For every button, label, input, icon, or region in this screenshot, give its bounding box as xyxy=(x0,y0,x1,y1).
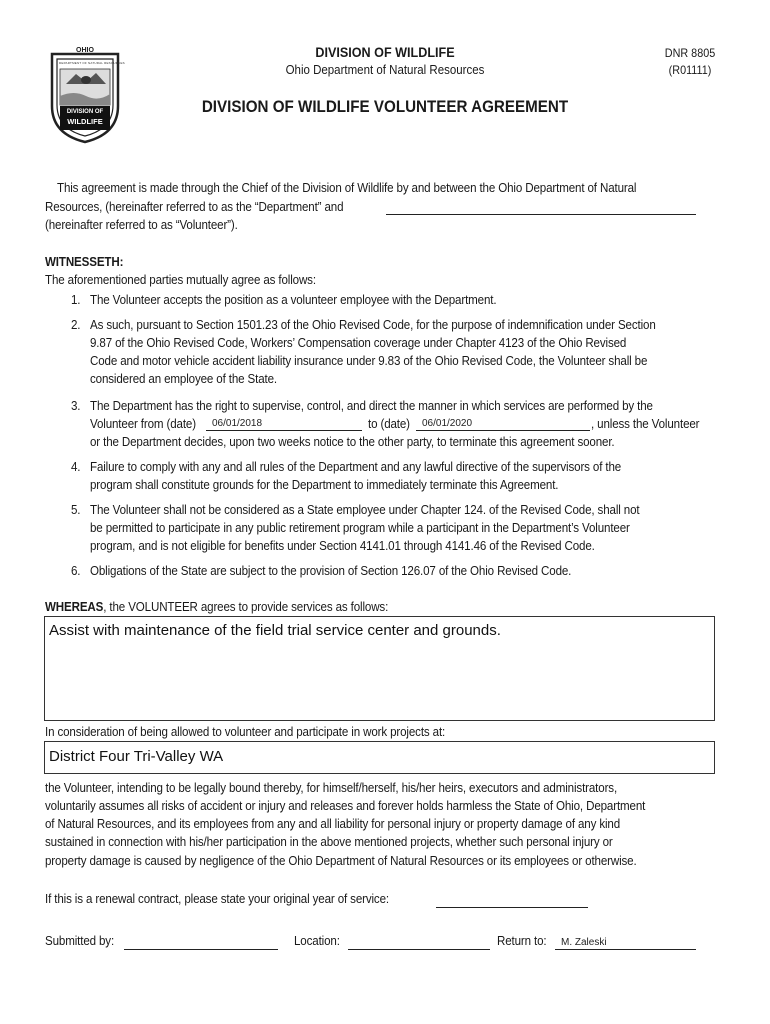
logo-top-text: OHIO xyxy=(76,47,94,54)
renewal-year-field[interactable] xyxy=(436,907,588,908)
location-label: Location: xyxy=(294,934,340,948)
whereas-line xyxy=(45,598,597,616)
services-value: Assist with maintenance of the field trial service center and grounds. xyxy=(49,622,501,639)
item-3-to-label: to (date) xyxy=(368,417,410,431)
item-5-line: be permitted to participate in any public retirement program while a participant in the Department’s Volunteer xyxy=(90,521,630,535)
return-to-value: M. Zaleski xyxy=(561,937,607,948)
logo-line2: WILDLIFE xyxy=(67,117,103,126)
release-line: voluntarily assumes all risks of accident or injury and releases and forever holds harmless the State of Ohio, Department xyxy=(45,799,646,813)
submitted-label: Submitted by: xyxy=(45,934,115,948)
form-revision: (R01111) xyxy=(668,63,712,77)
item-2-line: 9.87 of the Ohio Revised Code, Workers’ Compensation coverage under Chapter 4123 of the Ohio Revised xyxy=(90,336,627,350)
item-3-line: or the Department decides, upon two weeks notice to the other party, to terminate this agreement sooner. xyxy=(90,435,615,449)
item-2-line: Code and motor vehicle accident liability insurance under 9.83 of the Ohio Revised Code, the Volunteer shall be xyxy=(90,354,648,368)
page-title: DIVISION OF WILDLIFE VOLUNTEER AGREEMENT xyxy=(201,98,569,116)
release-line: of Natural Resources, and its employees from any and all liability for personal injury or property damage of any kind xyxy=(45,817,621,831)
witnesseth-heading: WITNESSETH: xyxy=(45,255,124,269)
location-value: District Four Tri-Valley WA xyxy=(49,748,224,765)
department-name: Ohio Department of Natural Resources xyxy=(285,63,485,77)
submitted-by-field[interactable] xyxy=(124,949,278,950)
date-to-value: 06/01/2020 xyxy=(422,418,473,429)
whereas-bold: WHEREAS xyxy=(45,600,104,614)
item-number: 3. xyxy=(71,399,81,413)
location-field[interactable] xyxy=(348,949,490,950)
item-5-line: The Volunteer shall not be considered as a State employee under Chapter 124. of the Revised Code, shall not xyxy=(90,503,640,517)
release-line: sustained in connection with his/her participation in the above mentioned projects, whether such personal injury or xyxy=(45,835,613,849)
item-number: 5. xyxy=(71,503,81,517)
item-number: 4. xyxy=(71,460,81,474)
item-3-line: The Department has the right to supervise, control, and direct the manner in which services are performed by the xyxy=(90,399,653,413)
item-2-line: As such, pursuant to Section 1501.23 of the Ohio Revised Code, for the purpose of indemnification under Section xyxy=(90,318,656,332)
whereas-rest: , the VOLUNTEER agrees to provide services as follows: xyxy=(103,600,389,614)
item-1-line: The Volunteer accepts the position as a volunteer employee with the Department. xyxy=(90,293,497,307)
release-line: the Volunteer, intending to be legally bound thereby, for himself/herself, his/her heirs, executors and administrators, xyxy=(45,781,618,795)
return-label: Return to: xyxy=(497,934,547,948)
witnesseth-lead: The aforementioned parties mutually agree as follows: xyxy=(45,273,316,287)
item-number: 1. xyxy=(71,293,81,307)
return-to-field[interactable] xyxy=(555,949,696,950)
intro-line1: This agreement is made through the Chief of the Division of Wildlife by and between the Ohio Department of Natural xyxy=(57,181,637,195)
date-from-field[interactable] xyxy=(206,430,362,431)
consideration-label: In consideration of being allowed to volunteer and participate in work projects at: xyxy=(45,725,446,739)
item-4-line: Failure to comply with any and all rules of the Department and any lawful directive of the supervisors of the xyxy=(90,460,622,474)
item-3-unless: , unless the Volunteer xyxy=(591,417,700,431)
item-6-line: Obligations of the State are subject to the provision of Section 126.07 of the Ohio Revised Code. xyxy=(90,564,572,578)
volunteer-name-field[interactable] xyxy=(386,214,696,215)
odnr-logo xyxy=(46,46,124,144)
item-5-line: program, and is not eligible for benefits under Section 4141.01 through 4141.46 of the Revised Code. xyxy=(90,539,595,553)
intro-line2: Resources, (hereinafter referred to as the “Department” and xyxy=(45,200,344,214)
intro-line3: (hereinafter referred to as “Volunteer”). xyxy=(45,218,238,232)
item-number: 6. xyxy=(71,564,81,578)
date-from-value: 06/01/2018 xyxy=(212,418,263,429)
logo-line1: DIVISION OF xyxy=(66,109,104,115)
item-4-line: program shall constitute grounds for the Department to immediately terminate this Agreement. xyxy=(90,478,559,492)
item-number: 2. xyxy=(71,318,81,332)
release-line: property damage is caused by negligence of the Ohio Department of Natural Resources or its employees or otherwise. xyxy=(45,854,637,868)
division-name: DIVISION OF WILDLIFE xyxy=(315,44,455,60)
date-to-field[interactable] xyxy=(416,430,590,431)
item-2-line: considered an employee of the State. xyxy=(90,372,277,386)
renewal-label: If this is a renewal contract, please state your original year of service: xyxy=(45,892,389,906)
item-3-from-label: Volunteer from (date) xyxy=(90,417,196,431)
form-number: DNR 8805 xyxy=(664,46,716,60)
logo-ring-text: DEPARTMENT OF NATURAL RESOURCES xyxy=(59,61,125,65)
